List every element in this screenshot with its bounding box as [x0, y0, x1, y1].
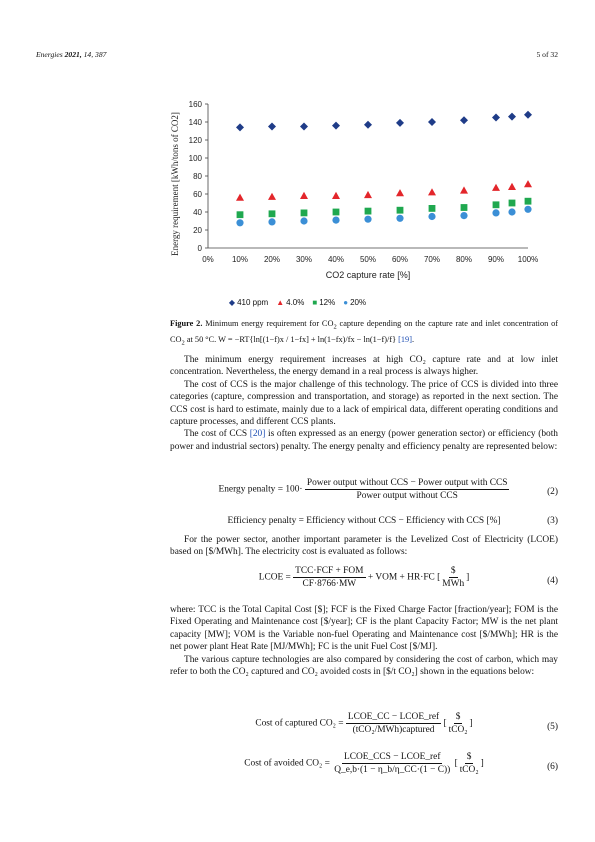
y-tick-label: 140	[188, 118, 202, 127]
equation-captured-cost: Cost of captured CO₂ = $\frac{\text{LCOE\_CC − LCOE\_ref}}{\text{(tCO₂/MWh)captured}}$ [ $\frac{\$}{\text{tCO₂}}$ ] (5)	[255, 712, 558, 735]
data-point-diamond	[268, 123, 276, 131]
data-point-circle	[300, 217, 307, 224]
triangle-marker-icon: ▲	[276, 298, 285, 307]
data-point-diamond	[524, 111, 532, 119]
data-point-triangle	[364, 191, 372, 198]
paragraph-lcoe: For the power sector, another important parameter is the Levelized Cost of Electricity (LCOE) based on [$/MWh]. The electricity cost is evaluated as follows:	[170, 535, 558, 558]
data-point-square	[237, 211, 244, 218]
x-tick-label: 70%	[423, 255, 441, 264]
data-point-diamond	[300, 123, 308, 131]
equation-energy-penalty: Energy penalty = 100· $\frac{\text{Power output without CCS − Power output with CCS}}{\text{Power output without CCS}}$ (2)	[218, 478, 558, 501]
y-tick-label: 160	[188, 100, 202, 109]
body-section-3	[170, 604, 558, 678]
equation-number-2: (2)	[547, 487, 558, 497]
y-tick-label: 20	[193, 226, 202, 235]
journal-name: Energies	[36, 50, 63, 59]
legend-label: 20%	[350, 298, 367, 307]
data-point-triangle	[268, 193, 276, 200]
x-tick-label: 100%	[517, 255, 539, 264]
chart-legend	[0, 298, 595, 307]
x-tick-label: 90%	[487, 255, 505, 264]
data-point-square	[429, 205, 436, 212]
data-point-diamond	[492, 114, 500, 122]
body-section-2	[170, 534, 558, 559]
data-point-triangle	[396, 189, 404, 196]
x-axis-label: CO2 capture rate [%]	[325, 270, 411, 280]
citation-20[interactable]: [20]	[249, 429, 266, 440]
data-point-circle	[492, 209, 499, 216]
data-point-diamond	[332, 122, 340, 130]
data-point-circle	[364, 216, 371, 223]
article-number: 387	[95, 50, 107, 59]
data-point-diamond	[428, 118, 436, 126]
x-tick-label: 40%	[327, 255, 345, 264]
legend-item	[276, 298, 304, 307]
data-point-circle	[396, 215, 403, 222]
data-point-diamond	[396, 119, 404, 127]
caption-text-c: at 50 °C. W = −RT{ln[(1−f)x / 1−fx] + ln(1−fx)/fx − ln(1−f)/f}	[184, 334, 399, 344]
body-section-1	[170, 354, 558, 453]
legend-item	[312, 298, 335, 307]
legend-item	[229, 298, 268, 307]
circle-marker-icon: ●	[343, 298, 349, 307]
x-tick-label: 30%	[295, 255, 313, 264]
paragraph-ccs-cost: The cost of CCS is the major challenge of this technology. The price of CCS is divided into three categories (capture, compression and transportation, and storage) as reported in the next section. The CCS cost is hard to estimate, mainly due to a lack of empirical data, different operating conditions and capture processes, and different CCS plants.	[170, 379, 558, 428]
data-point-circle	[332, 217, 339, 224]
y-tick-label: 60	[193, 190, 202, 199]
data-point-circle	[428, 213, 435, 220]
data-point-square	[269, 210, 276, 217]
data-point-diamond	[236, 123, 244, 131]
data-point-diamond	[460, 116, 468, 124]
data-point-diamond	[508, 113, 516, 121]
data-point-diamond	[364, 121, 372, 129]
caption-citation[interactable]: [19]	[398, 334, 412, 344]
data-point-triangle	[428, 188, 436, 195]
y-tick-label: 120	[188, 136, 202, 145]
y-tick-label: 80	[193, 172, 202, 181]
paragraph-penalty: The cost of CCS [20] is often expressed as an energy (power generation sector) or efficiency (both power and industrial sectors) penalty. The energy penalty and efficiency penalty are represented below:	[170, 429, 558, 452]
data-point-circle	[268, 218, 275, 225]
data-point-triangle	[300, 192, 308, 199]
y-tick-label: 40	[193, 208, 202, 217]
x-tick-label: 20%	[263, 255, 281, 264]
data-point-circle	[508, 208, 515, 215]
equation-lcoe: LCOE = $\frac{\text{TCC·FCF + FOM}}{CF\cdot 8766\cdot MW}$ + VOM + HR·FC [ $\frac{\$}{\text{MWh}}$ ] (4)	[258, 566, 558, 589]
y-tick-label: 100	[188, 154, 202, 163]
equation-avoided-cost: Cost of avoided CO₂ = $\frac{\text{LCOE\_CCS − LCOE\_ref}}{Q\_e,b\cdot(1 - \eta\_b/\eta\_CC\cdot(1 - C))}$ [ $\frac{\$}{\text{tCO₂}}$ ] (6)	[244, 752, 558, 775]
legend-label: 12%	[319, 298, 336, 307]
data-point-triangle	[236, 194, 244, 201]
data-point-circle	[524, 206, 531, 213]
equation-number-6: (6)	[547, 762, 558, 772]
x-tick-label: 10%	[231, 255, 249, 264]
diamond-marker-icon: ◆	[228, 298, 236, 307]
paragraph-capture-costs: The various capture technologies are also compared by considering the cost of carbon, which may refer to both the CO₂ captured and CO₂ avoided costs in [$/t CO₂] shown in the equations below:	[170, 654, 558, 678]
legend-label: 4.0%	[286, 298, 305, 307]
energy-requirement-chart	[160, 90, 540, 290]
equation-number-4: (4)	[547, 576, 558, 586]
data-point-circle	[460, 212, 467, 219]
data-point-triangle	[460, 186, 468, 193]
journal-volume: 14,	[83, 50, 94, 59]
y-tick-label: 0	[197, 244, 202, 253]
data-point-square	[493, 201, 500, 208]
caption-text-a: Minimum energy requirement for CO	[202, 319, 334, 328]
square-marker-icon: ■	[312, 298, 318, 307]
figure-caption: Figure 2. Minimum energy requirement for $CO_2$ capture depending on the capture rate and inlet concentration of $CO_2$ at 50 °C. W = −RT{ln[(1−f)x / 1−fx] + ln(1−fx)/fx − ln(1−f)/f} [19].	[170, 319, 558, 347]
journal-header	[36, 50, 106, 59]
data-point-square	[509, 200, 516, 207]
figure-label: Figure 2.	[170, 319, 203, 328]
equation-number-5: (5)	[547, 722, 558, 732]
data-point-triangle	[492, 184, 500, 191]
paragraph-definitions: where: TCC is the Total Capital Cost [$]; FCF is the Fixed Charge Factor [fraction/year]; FOM is the Fixed Operating and Maintenance cost [$/year]; CF is the plant Capacity Factor; MW is the net plant capacity [MW]; VOM is the Variable non-fuel Operating and Maintenance cost [$/MWh]; HR is the net power plant Heat Rate [MJ/MWh]; FC is the unit Fuel Cost [$/MJ].	[170, 605, 558, 653]
data-point-triangle	[524, 180, 532, 187]
data-point-square	[461, 204, 468, 211]
legend-item	[343, 298, 366, 307]
data-point-square	[365, 208, 372, 215]
caption-text-b: capture depending on the capture rate and inlet concentration of CO	[170, 319, 558, 344]
page-number: 5 of 32	[536, 50, 558, 59]
equation-efficiency-penalty: Efficiency penalty = Efficiency without CCS − Efficiency with CCS [%] (3)	[227, 516, 558, 526]
data-point-square	[525, 198, 532, 205]
legend-label: 410 ppm	[237, 298, 269, 307]
equation-number-3: (3)	[547, 516, 558, 526]
paragraph-min-energy: The minimum energy requirement increases at high CO₂ capture rate and at low inlet concentration. Nevertheless, the energy demand in a real process is always higher.	[170, 355, 558, 378]
x-tick-label: 80%	[455, 255, 473, 264]
journal-year: 2021,	[64, 50, 82, 59]
data-point-square	[333, 209, 340, 216]
data-point-triangle	[332, 192, 340, 199]
y-axis-label: Energy requirement [kWh/tons of CO2]	[170, 112, 180, 256]
data-point-circle	[236, 219, 243, 226]
data-point-square	[301, 210, 308, 217]
x-tick-label: 60%	[391, 255, 409, 264]
x-tick-label: 0%	[202, 255, 214, 264]
x-tick-label: 50%	[359, 255, 377, 264]
data-point-square	[397, 207, 404, 214]
data-point-triangle	[508, 183, 516, 190]
